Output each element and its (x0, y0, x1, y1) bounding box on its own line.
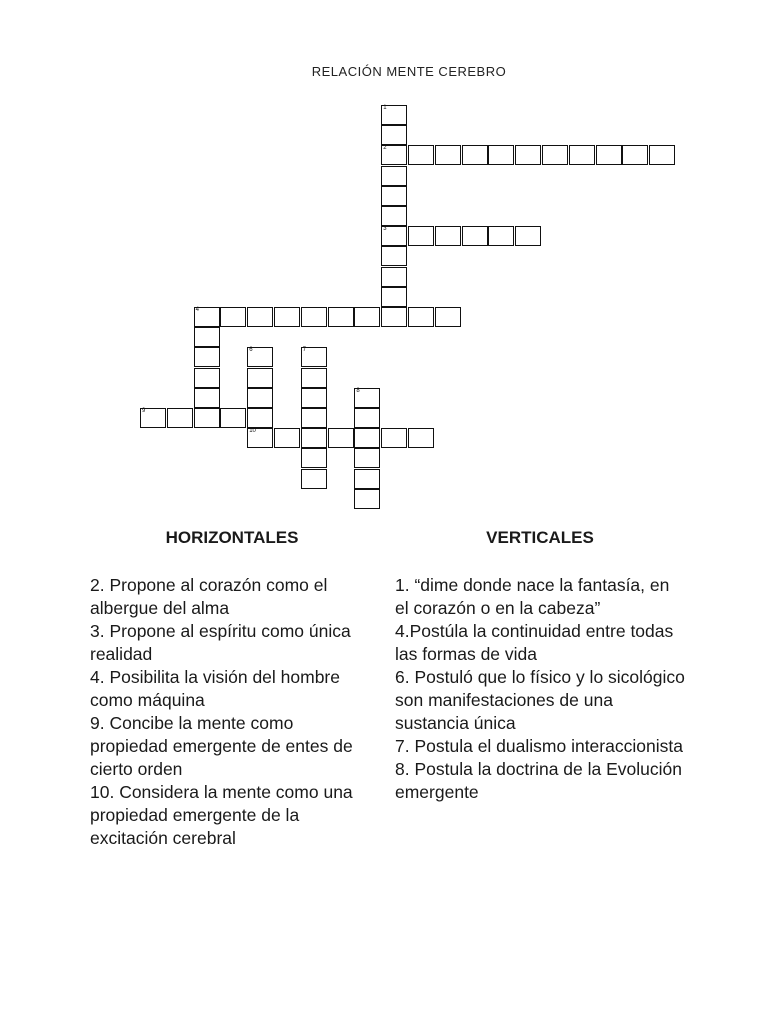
crossword-cell[interactable] (328, 307, 354, 327)
crossword-cell[interactable] (354, 469, 380, 489)
horizontales-clue-list (90, 574, 374, 850)
crossword-cell[interactable] (301, 469, 327, 489)
page-title: RELACIÓN MENTE CEREBRO (311, 64, 507, 79)
crossword-cell[interactable] (381, 307, 407, 327)
crossword-cell[interactable] (381, 186, 407, 206)
clue-number: 9 (142, 408, 146, 414)
crossword-cell[interactable] (301, 428, 327, 448)
crossword-cell[interactable] (381, 428, 407, 448)
crossword-cell[interactable] (354, 489, 380, 509)
clue-number: 7 (302, 347, 307, 354)
crossword-cell[interactable] (301, 388, 327, 408)
crossword-cell[interactable] (247, 307, 273, 327)
crossword-cell[interactable] (488, 226, 514, 246)
crossword-cell[interactable] (220, 307, 246, 327)
crossword-cell[interactable] (381, 125, 407, 145)
clue-number: 10 (249, 428, 256, 435)
crossword-cell[interactable] (247, 347, 273, 367)
crossword-cell[interactable] (381, 166, 407, 186)
crossword-cell[interactable] (354, 408, 380, 428)
crossword-cell[interactable] (247, 408, 273, 428)
clue-item: 4. Posibilita la visión del hombre como máquina (90, 667, 340, 710)
clue-item: 3. Propone al espíritu como única realidad (90, 621, 351, 664)
crossword-cell[interactable] (381, 206, 407, 226)
clue-item: 9. Concibe la mente como propiedad emergente de entes de cierto orden (90, 713, 353, 779)
crossword-cell[interactable] (569, 145, 595, 165)
crossword-cell[interactable] (408, 226, 434, 246)
verticales-heading: VERTICALES (486, 528, 594, 547)
crossword-cell[interactable] (462, 226, 488, 246)
clue-item: 2. Propone al corazón como el albergue del alma (90, 575, 328, 618)
verticales-column (395, 528, 685, 804)
crossword-cell[interactable] (301, 347, 327, 367)
crossword-cell[interactable] (381, 145, 407, 165)
crossword-cell[interactable] (435, 226, 461, 246)
crossword-cell[interactable] (381, 267, 407, 287)
clue-item: 6. Postuló que lo físico y lo sicológico son manifestaciones de una sustancia única (395, 667, 685, 733)
crossword-cell[interactable] (381, 287, 407, 307)
crossword-cell[interactable] (194, 408, 220, 428)
clue-item: 4.Postúla la continuidad entre todas las formas de vida (395, 621, 674, 664)
clue-number: 2 (383, 145, 387, 152)
crossword-cell[interactable] (354, 448, 380, 468)
clue-number: 6 (249, 347, 253, 354)
clue-number: 4 (195, 307, 199, 313)
crossword-cell[interactable] (140, 408, 166, 428)
crossword-cell[interactable] (649, 145, 675, 165)
crossword-cell[interactable] (194, 368, 220, 388)
clue-item: 10. Considera la mente como una propiedad emergente de la excitación cerebral (90, 782, 353, 848)
crossword-cell[interactable] (435, 307, 461, 327)
crossword-cell[interactable] (301, 368, 327, 388)
crossword-cell[interactable] (328, 428, 354, 448)
crossword-cell[interactable] (194, 327, 220, 347)
clue-number: 1 (383, 105, 387, 111)
crossword-cell[interactable] (194, 388, 220, 408)
horizontales-heading: HORIZONTALES (165, 528, 299, 547)
crossword-cell[interactable] (220, 408, 246, 428)
crossword-cell[interactable] (408, 307, 434, 327)
crossword-cell[interactable] (301, 448, 327, 468)
crossword-cell[interactable] (381, 105, 407, 125)
crossword-cell[interactable] (167, 408, 193, 428)
crossword-cell[interactable] (542, 145, 568, 165)
crossword-cell[interactable] (247, 368, 273, 388)
clue-number: 8 (356, 387, 360, 394)
crossword-cell[interactable] (194, 307, 220, 327)
crossword-cell[interactable] (247, 388, 273, 408)
crossword-cell[interactable] (301, 307, 327, 327)
crossword-cell[interactable] (515, 226, 541, 246)
clue-item: 8. Postula la doctrina de la Evolución emergente (395, 759, 682, 802)
crossword-cell[interactable] (247, 428, 273, 448)
crossword-cell[interactable] (622, 145, 648, 165)
clue-item: 1. “dime donde nace la fantasía, en el corazón o en la cabeza” (395, 575, 670, 618)
verticales-clue-list (395, 574, 685, 804)
crossword-cell[interactable] (408, 145, 434, 165)
crossword-cell[interactable] (274, 428, 300, 448)
crossword-cell[interactable] (274, 307, 300, 327)
clue-item: 7. Postula el dualismo interaccionista (395, 736, 683, 756)
crossword-cell[interactable] (435, 145, 461, 165)
horizontales-column (90, 528, 374, 850)
crossword-cell[interactable] (488, 145, 514, 165)
crossword-cell[interactable] (408, 428, 434, 448)
crossword-cell[interactable] (354, 307, 380, 327)
crossword-cell[interactable] (354, 428, 380, 448)
crossword-cell[interactable] (515, 145, 541, 165)
crossword-cell[interactable] (381, 226, 407, 246)
crossword-cell[interactable] (381, 246, 407, 266)
clue-number: 3 (383, 226, 387, 233)
crossword-cell[interactable] (194, 347, 220, 367)
crossword-cell[interactable] (462, 145, 488, 165)
crossword-cell[interactable] (301, 408, 327, 428)
crossword-cell[interactable] (354, 388, 380, 408)
crossword-cell[interactable] (596, 145, 622, 165)
